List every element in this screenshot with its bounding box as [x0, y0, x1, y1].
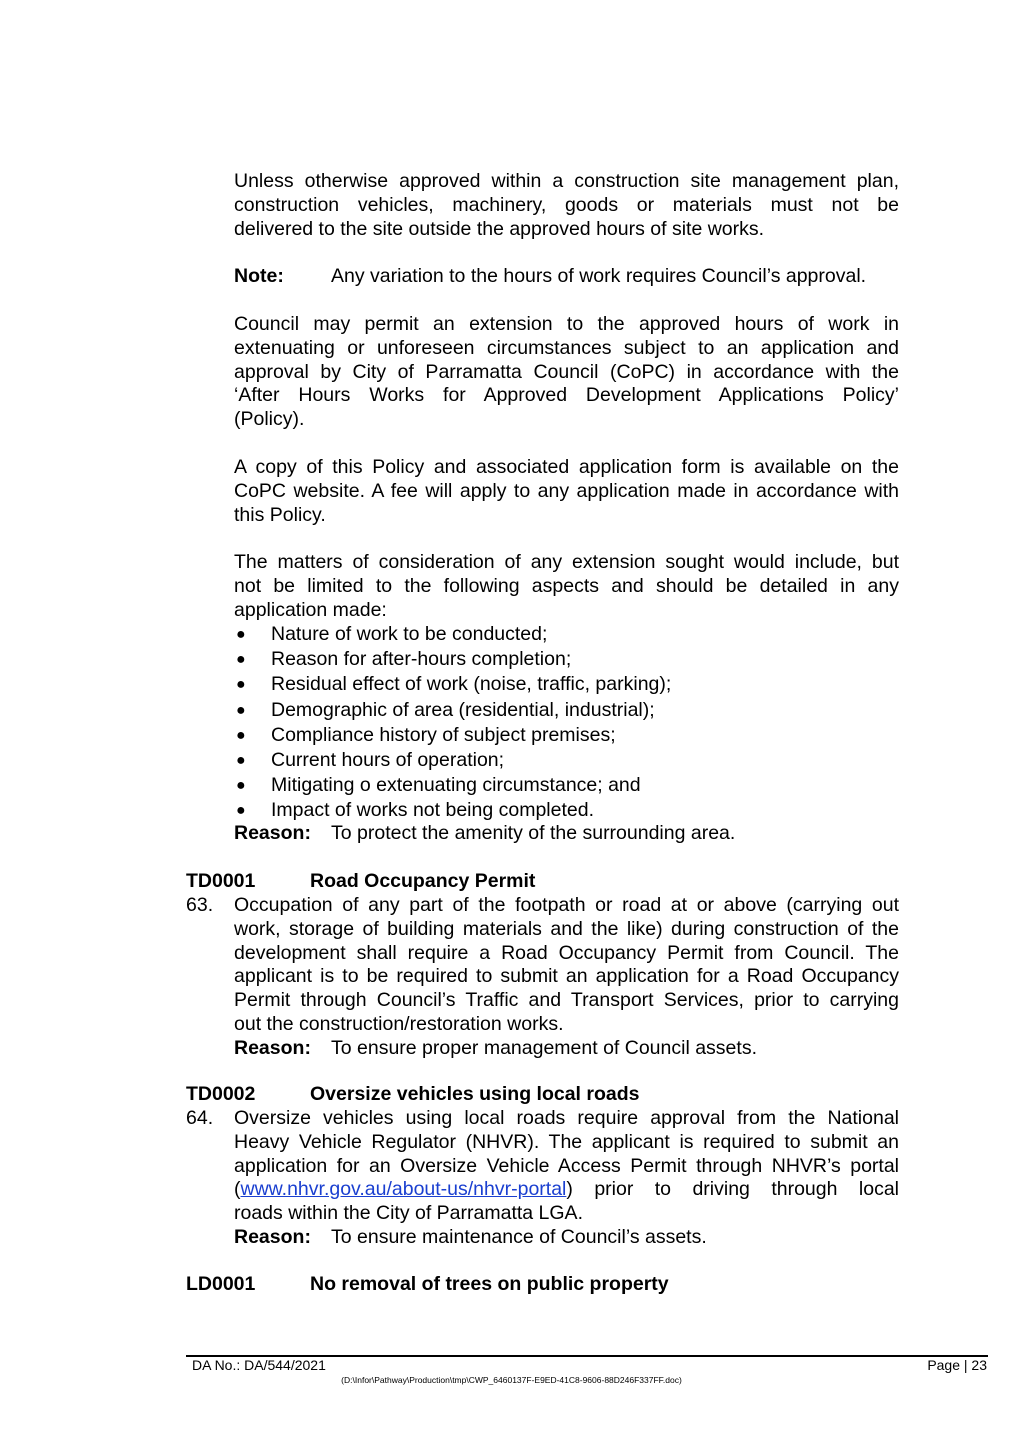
text-line: Occupation of any part of the footpath or road at or above (carrying out [234, 894, 899, 916]
text-line: A copy of this Policy and associated application form is available on the [234, 456, 899, 478]
reason-text: To ensure maintenance of Council’s assets. [331, 1225, 707, 1248]
bullet-icon: ● [236, 751, 246, 769]
council-paragraph [234, 313, 899, 432]
footer-da-number: DA No.: DA/544/2021 [192, 1357, 326, 1373]
reason-label: Reason: [234, 822, 311, 844]
consideration-list [234, 622, 899, 824]
text-line: extenuating or unforeseen circumstances subject to an application and [234, 336, 899, 359]
condition-body-64 [234, 1107, 899, 1250]
reason-label: Reason: [234, 1225, 311, 1248]
condition-title: No removal of trees on public property [310, 1273, 669, 1295]
text-line: applicant is to be required to submit an application for a Road Occupancy [234, 965, 899, 988]
reason-label: Reason: [234, 1036, 311, 1059]
matters-paragraph [234, 551, 899, 622]
text-line: Oversize vehicles using local roads require approval from the National [234, 1107, 899, 1129]
list-item: ● Residual effect of work (noise, traffic, parking); [234, 672, 899, 697]
condition-body-63 [234, 894, 899, 1061]
condition-code: LD0001 [186, 1273, 256, 1295]
text-line: application for an Oversize Vehicle Access Permit through NHVR’s portal [234, 1154, 899, 1177]
list-item: ● Reason for after-hours completion; [234, 647, 899, 672]
reason-text: To protect the amenity of the surrounding area. [331, 822, 736, 844]
bullet-icon: ● [236, 802, 246, 820]
bullet-icon: ● [236, 701, 246, 719]
condition-code: TD0002 [186, 1083, 256, 1105]
text-line: not be limited to the following aspects and should be detailed in any [234, 574, 899, 597]
condition-number: 63. [186, 894, 214, 916]
text-line: out the construction/restoration works. [234, 1012, 564, 1035]
text-line: CoPC website. A fee will apply to any application made in accordance with [234, 479, 899, 502]
list-item: ● Current hours of operation; [234, 748, 899, 773]
list-item: ● Mitigating o extenuating circumstance; and [234, 773, 899, 798]
text-line: The matters of consideration of any extension sought would include, but [234, 551, 899, 573]
condition-code: TD0001 [186, 870, 256, 892]
bullet-icon: ● [236, 726, 246, 744]
condition-title: Oversize vehicles using local roads [310, 1083, 640, 1105]
list-item: ● Compliance history of subject premises; [234, 723, 899, 748]
text-line: application made: [234, 598, 387, 621]
bullet-icon: ● [236, 676, 246, 694]
list-item: ● Demographic of area (residential, industrial); [234, 698, 899, 723]
footer-file-path: (D:\Infor\Pathway\Production\tmp\CWP_6460137F-E9ED-41C8-9606-88D246F337FF.doc) [341, 1375, 682, 1385]
text-line: Heavy Vehicle Regulator (NHVR). The applicant is required to submit an [234, 1130, 899, 1153]
text-line: Council may permit an extension to the approved hours of work in [234, 313, 899, 335]
condition-heading-td0002 [186, 1083, 639, 1107]
text-line: delivered to the site outside the approved hours of site works. [234, 217, 765, 240]
text-line: approval by City of Parramatta Council (CoPC) in accordance with the [234, 360, 899, 383]
note-row [234, 265, 899, 289]
nhvr-portal-link[interactable]: www.nhvr.gov.au/about-us/nhvr-portal [240, 1178, 567, 1201]
text-line: construction vehicles, machinery, goods or materials must not be [234, 193, 899, 216]
bullet-icon: ● [236, 651, 246, 669]
text-line: development shall require a Road Occupancy Permit from Council. The [234, 941, 899, 964]
condition-title: Road Occupancy Permit [310, 870, 536, 892]
condition-heading-td0001 [186, 870, 535, 894]
text-line: ‘After Hours Works for Approved Development Applications Policy’ [234, 384, 899, 407]
condition-heading-ld0001 [186, 1273, 669, 1297]
list-item: ● Impact of works not being completed. [234, 798, 899, 823]
footer-page-number: Page | 23 [927, 1357, 987, 1373]
note-label: Note: [234, 265, 284, 287]
reason-row [234, 822, 899, 846]
text-line: Unless otherwise approved within a construction site management plan, [234, 170, 899, 192]
bullet-icon: ● [236, 626, 246, 643]
text-line: (Policy). [234, 408, 305, 431]
condition-number: 64. [186, 1107, 214, 1129]
text-line: work, storage of building materials and the like) during construction of the [234, 917, 899, 940]
note-text: Any variation to the hours of work requires Council’s approval. [331, 265, 867, 287]
reason-text: To ensure proper management of Council assets. [331, 1036, 757, 1059]
copy-paragraph [234, 456, 899, 527]
text-line: this Policy. [234, 503, 326, 526]
bullet-icon: ● [236, 777, 246, 795]
text-line: Permit through Council’s Traffic and Transport Services, prior to carrying [234, 989, 899, 1012]
text-line: (www.nhvr.gov.au/about-us/nhvr-portal) prior to driving through local [234, 1178, 899, 1201]
list-item: ● Nature of work to be conducted; [234, 622, 899, 647]
text-line: roads within the City of Parramatta LGA. [234, 1202, 583, 1225]
intro-paragraph [234, 170, 899, 241]
